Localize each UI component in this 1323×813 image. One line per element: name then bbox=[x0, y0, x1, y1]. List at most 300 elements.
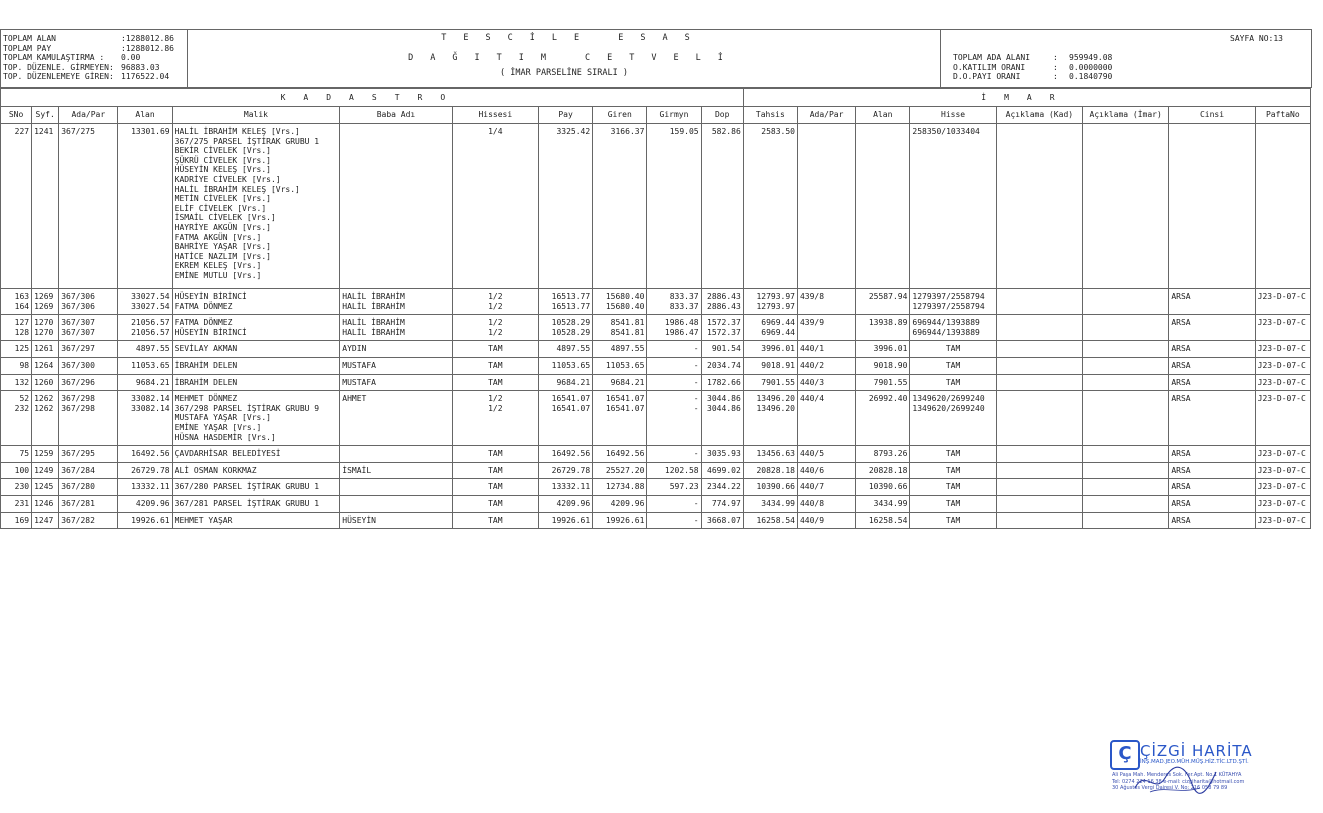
cell-line bbox=[858, 127, 907, 137]
cell-imar-ada bbox=[797, 374, 855, 391]
cell-sno bbox=[1, 374, 32, 391]
cell-line: KADRİYE CİVELEK [Vrs.] bbox=[174, 174, 281, 184]
cell-acik-kad bbox=[996, 495, 1082, 512]
cell-line: MEHMET YAŞAR bbox=[174, 515, 233, 525]
cell-hissesi bbox=[452, 357, 538, 374]
cell-line: J23-D-07-C bbox=[1257, 449, 1306, 459]
cell-line bbox=[1085, 361, 1166, 371]
cell-line: 11053.65 bbox=[551, 360, 591, 370]
cell-line: 3035.93 bbox=[707, 449, 741, 459]
cell-line: 367/280 bbox=[61, 482, 95, 492]
cell-line: 440/1 bbox=[799, 344, 825, 354]
cell-line: 1/4 bbox=[488, 127, 503, 136]
cell-ada-par bbox=[59, 462, 118, 479]
cell-imar-alan bbox=[856, 462, 910, 479]
cell-line: 230 bbox=[14, 482, 30, 492]
cell-line: 901.54 bbox=[711, 344, 741, 354]
cell-girmyn bbox=[647, 462, 701, 479]
cell-malik bbox=[172, 374, 340, 391]
cell-hisse bbox=[910, 289, 996, 315]
cell-line bbox=[1085, 516, 1166, 526]
cell-tahsis bbox=[743, 512, 797, 529]
cell-line: 1269 bbox=[34, 301, 54, 311]
cell-line: TAM bbox=[945, 360, 961, 370]
cell-line: EKREM KELEŞ [Vrs.] bbox=[174, 261, 262, 271]
cell-pafta bbox=[1255, 446, 1310, 463]
summary-right-row bbox=[953, 53, 1112, 63]
cell-dop bbox=[701, 315, 743, 341]
cell-line: 1262 bbox=[34, 403, 54, 413]
cell-line bbox=[999, 292, 1080, 302]
cell-acik-kad bbox=[996, 391, 1082, 446]
cell-acik-kad bbox=[996, 374, 1082, 391]
cell-acik-imar bbox=[1083, 124, 1169, 289]
cell-pay bbox=[538, 512, 592, 529]
cell-imar-ada bbox=[797, 341, 855, 358]
cell-alan bbox=[118, 479, 172, 496]
cell-line: 6969.44 bbox=[761, 318, 795, 328]
cell-line: 440/8 bbox=[799, 498, 825, 508]
cell-line: 2344.22 bbox=[707, 482, 741, 492]
cell-imar-ada bbox=[797, 479, 855, 496]
summary-value: 0.1840790 bbox=[1069, 72, 1113, 82]
cell-line: 21056.57 bbox=[131, 327, 170, 337]
cell-dop bbox=[701, 479, 743, 496]
cell-line: 1260 bbox=[34, 377, 54, 387]
cell-line: 367/281 bbox=[61, 498, 95, 508]
cell-imar-alan bbox=[856, 479, 910, 496]
cell-alan bbox=[118, 124, 172, 289]
cell-line: 1249 bbox=[34, 465, 54, 475]
cell-line: İBRAHİM DELEN bbox=[174, 360, 238, 370]
cell-line bbox=[1085, 482, 1166, 492]
cell-line: 15680.40 bbox=[605, 301, 645, 311]
cell-acik-imar bbox=[1083, 495, 1169, 512]
cell-malik bbox=[172, 446, 340, 463]
cell-baba bbox=[340, 315, 452, 341]
cell-line: 11053.65 bbox=[605, 360, 645, 370]
cell-line bbox=[999, 378, 1080, 388]
cell-acik-kad bbox=[996, 512, 1082, 529]
cell-line bbox=[1085, 378, 1166, 388]
cell-girmyn bbox=[647, 289, 701, 315]
cell-line bbox=[1085, 499, 1166, 509]
cell-imar-ada bbox=[797, 315, 855, 341]
title-line-2: DAĞITIM CETVELİ bbox=[408, 52, 740, 63]
cell-tahsis bbox=[743, 462, 797, 479]
cell-malik bbox=[172, 341, 340, 358]
summary-left-row bbox=[3, 63, 185, 73]
cell-line: 3996.01 bbox=[873, 344, 908, 354]
cell-tahsis bbox=[743, 479, 797, 496]
cell-giren bbox=[593, 289, 647, 315]
cell-line: 16492.56 bbox=[131, 449, 170, 459]
cell-acik-imar bbox=[1083, 479, 1169, 496]
cell-line: TAM bbox=[945, 515, 961, 525]
cell-line: HALİL İBRAHİM bbox=[342, 327, 405, 337]
summary-label: TOPLAM ADA ALANI bbox=[953, 53, 1031, 62]
summary-value: :1288012.86 bbox=[121, 43, 174, 53]
cell-line: HALİL İBRAHİM bbox=[342, 301, 405, 311]
cell-sno bbox=[1, 341, 32, 358]
cell-line: 9018.90 bbox=[873, 360, 908, 370]
cell-line: 440/3 bbox=[799, 377, 825, 387]
cell-malik bbox=[172, 495, 340, 512]
cell-line: 10528.29 bbox=[551, 318, 591, 328]
cell-line: 367/307 bbox=[61, 318, 95, 328]
cell-syf bbox=[32, 289, 59, 315]
cell-giren bbox=[593, 124, 647, 289]
summary-label: TOP. DÜZENLEMEYE GİREN: bbox=[3, 72, 114, 82]
page-number: SAYFA NO:13 bbox=[1230, 34, 1283, 43]
cell-line: 33027.54 bbox=[131, 292, 170, 301]
column-header: Hisse bbox=[910, 107, 996, 124]
cell-line bbox=[999, 361, 1080, 371]
cell-line: 1245 bbox=[34, 482, 54, 492]
column-header: Giren bbox=[593, 107, 647, 124]
cell-line bbox=[999, 499, 1080, 509]
cell-line bbox=[999, 482, 1080, 492]
cell-line: 128 bbox=[14, 327, 30, 337]
cell-girmyn bbox=[647, 495, 701, 512]
cell-line: 9684.21 bbox=[610, 377, 645, 387]
summary-label: O.KATILIM ORANI bbox=[953, 62, 1026, 72]
cell-baba bbox=[340, 495, 452, 512]
cell-line: 367/281 PARSEL İŞTİRAK GRUBU 1 bbox=[174, 498, 320, 508]
cell-hisse bbox=[910, 446, 996, 463]
cell-acik-imar bbox=[1083, 512, 1169, 529]
cell-line: 1/2 bbox=[488, 394, 503, 404]
cell-line: 439/8 bbox=[799, 292, 825, 301]
cell-hisse bbox=[910, 495, 996, 512]
table-row bbox=[1, 357, 1311, 374]
header-table bbox=[0, 29, 1312, 88]
section-imar: İMAR bbox=[743, 89, 1310, 107]
cell-hisse bbox=[910, 315, 996, 341]
cell-line: 1279397/2558794 bbox=[912, 301, 985, 311]
cell-line: 1261 bbox=[34, 344, 54, 354]
column-header: Açıklama (İmar) bbox=[1083, 107, 1169, 124]
cell-syf bbox=[32, 495, 59, 512]
cell-acik-kad bbox=[996, 446, 1082, 463]
cell-pay bbox=[538, 462, 592, 479]
cell-line: 13938.89 bbox=[868, 318, 908, 328]
cell-line: ARSA bbox=[1171, 482, 1191, 492]
cell-line: MUSTAFA bbox=[342, 377, 376, 387]
cell-line: 367/282 bbox=[61, 515, 95, 525]
cell-pafta bbox=[1255, 391, 1310, 446]
summary-left-row bbox=[3, 72, 185, 82]
cell-line: 21056.57 bbox=[131, 318, 170, 328]
cell-cinsi bbox=[1169, 495, 1255, 512]
title-line-1: TESCİLE ESAS bbox=[441, 33, 707, 43]
cell-line: 16541.07 bbox=[605, 403, 645, 413]
cell-line bbox=[342, 482, 449, 492]
column-header-row bbox=[1, 107, 1311, 124]
cell-line: 16258.54 bbox=[868, 515, 908, 525]
cell-alan bbox=[118, 512, 172, 529]
cell-ada-par bbox=[59, 124, 118, 289]
cell-imar-ada bbox=[797, 462, 855, 479]
cell-line bbox=[999, 449, 1080, 459]
table-row bbox=[1, 289, 1311, 315]
company-tax: 30 Ağustos Vergi Dairesi V. No: 216 058 79 89 bbox=[1112, 785, 1228, 791]
cell-malik bbox=[172, 315, 340, 341]
cell-line: 1/2 bbox=[488, 318, 503, 328]
cell-line: 1572.37 bbox=[707, 318, 741, 328]
cell-girmyn bbox=[647, 446, 701, 463]
cell-cinsi bbox=[1169, 357, 1255, 374]
cell-giren bbox=[593, 315, 647, 341]
cell-line: 13496.20 bbox=[756, 394, 795, 404]
cell-tahsis bbox=[743, 374, 797, 391]
cell-line: J23-D-07-C bbox=[1257, 482, 1306, 492]
cell-line: ARSA bbox=[1171, 360, 1191, 370]
cell-syf bbox=[32, 391, 59, 446]
cell-line bbox=[1085, 318, 1166, 328]
cell-line: 10390.66 bbox=[868, 482, 908, 492]
cell-baba bbox=[340, 479, 452, 496]
cell-malik bbox=[172, 512, 340, 529]
cell-imar-ada bbox=[797, 391, 855, 446]
cell-line: ŞÜKRÜ CİVELEK [Vrs.] bbox=[174, 155, 271, 165]
cell-line: TAM bbox=[488, 377, 503, 387]
cell-line: 127 bbox=[14, 318, 30, 328]
cell-line: TAM bbox=[945, 377, 961, 387]
summary-left bbox=[1, 30, 188, 88]
cell-cinsi bbox=[1169, 479, 1255, 496]
cell-ada-par bbox=[59, 315, 118, 341]
cell-line: TAM bbox=[945, 482, 961, 492]
cell-imar-alan bbox=[856, 495, 910, 512]
cell-giren bbox=[593, 374, 647, 391]
cell-sno bbox=[1, 315, 32, 341]
cell-giren bbox=[593, 512, 647, 529]
cell-line: 439/9 bbox=[799, 318, 825, 328]
cell-line: METİN CİVELEK [Vrs.] bbox=[174, 194, 271, 204]
cell-sno bbox=[1, 124, 32, 289]
cell-line: 367/296 bbox=[61, 377, 95, 387]
cell-line: 1782.66 bbox=[707, 377, 741, 387]
cell-line: 16541.07 bbox=[551, 394, 591, 404]
cell-line: FATMA DÖNMEZ bbox=[174, 318, 233, 328]
cell-tahsis bbox=[743, 289, 797, 315]
cell-imar-ada bbox=[797, 124, 855, 289]
cell-cinsi bbox=[1169, 446, 1255, 463]
cell-line: 33082.14 bbox=[131, 403, 170, 413]
cell-hissesi bbox=[452, 374, 538, 391]
cell-hissesi bbox=[452, 512, 538, 529]
title-line-3: ( İMAR PARSELİNE SIRALI ) bbox=[500, 68, 628, 79]
cell-line: - bbox=[693, 449, 699, 459]
cell-dop bbox=[701, 124, 743, 289]
cell-line: - bbox=[693, 377, 699, 387]
cell-imar-alan bbox=[856, 124, 910, 289]
cell-line bbox=[342, 499, 449, 509]
cell-line: 1246 bbox=[34, 498, 54, 508]
cell-line: 367/298 bbox=[61, 394, 95, 404]
cell-line: 13301.69 bbox=[131, 127, 170, 136]
cell-line: 16541.07 bbox=[551, 403, 591, 413]
cell-line: 4897.55 bbox=[135, 344, 170, 354]
cell-hissesi bbox=[452, 315, 538, 341]
cell-line: 13456.63 bbox=[756, 449, 795, 459]
cell-pay bbox=[538, 289, 592, 315]
cell-line: 1262 bbox=[34, 394, 54, 404]
cell-line: 4897.55 bbox=[610, 344, 645, 354]
cell-pay bbox=[538, 357, 592, 374]
cell-line: TAM bbox=[488, 482, 503, 492]
cell-cinsi bbox=[1169, 391, 1255, 446]
cell-line: 163 bbox=[14, 292, 30, 301]
cell-line: 125 bbox=[14, 344, 30, 354]
cell-line bbox=[999, 127, 1080, 137]
cell-girmyn bbox=[647, 315, 701, 341]
cell-syf bbox=[32, 479, 59, 496]
summary-left-row bbox=[3, 34, 185, 44]
cell-pay bbox=[538, 341, 592, 358]
cell-dop bbox=[701, 446, 743, 463]
cell-line: 1247 bbox=[34, 515, 54, 525]
cell-malik bbox=[172, 462, 340, 479]
cell-giren bbox=[593, 462, 647, 479]
cell-pafta bbox=[1255, 315, 1310, 341]
cell-imar-alan bbox=[856, 341, 910, 358]
cell-acik-kad bbox=[996, 124, 1082, 289]
cell-acik-kad bbox=[996, 341, 1082, 358]
cell-syf bbox=[32, 124, 59, 289]
cell-pay bbox=[538, 446, 592, 463]
cell-acik-imar bbox=[1083, 315, 1169, 341]
cell-girmyn bbox=[647, 124, 701, 289]
cell-line: 696944/1393889 bbox=[912, 327, 980, 337]
cell-dop bbox=[701, 462, 743, 479]
cell-hisse bbox=[910, 512, 996, 529]
cell-line: J23-D-07-C bbox=[1257, 394, 1306, 404]
cell-line: 20828.18 bbox=[756, 465, 795, 475]
table-row bbox=[1, 124, 1311, 289]
cell-line: 1986.47 bbox=[664, 327, 699, 337]
cell-line: FATMA AKGÜN [Vrs.] bbox=[174, 232, 262, 242]
cell-line: 8541.81 bbox=[610, 318, 645, 328]
cell-imar-ada bbox=[797, 446, 855, 463]
cell-giren bbox=[593, 479, 647, 496]
cell-pafta bbox=[1255, 479, 1310, 496]
cell-imar-alan bbox=[856, 289, 910, 315]
cell-line: - bbox=[693, 498, 699, 508]
cell-line bbox=[342, 127, 449, 137]
cell-line: 9684.21 bbox=[135, 377, 170, 387]
cell-line: 33082.14 bbox=[131, 394, 170, 404]
cell-line: EMİNE MUTLU [Vrs.] bbox=[174, 270, 262, 280]
cell-line: 4209.96 bbox=[135, 498, 170, 508]
cell-line: 231 bbox=[14, 498, 30, 508]
cell-dop bbox=[701, 357, 743, 374]
cell-line: 9018.91 bbox=[761, 360, 795, 370]
summary-right-row bbox=[953, 63, 1112, 73]
cell-line bbox=[1085, 292, 1166, 302]
cell-line: TAM bbox=[945, 498, 961, 508]
cell-line: 232 bbox=[14, 403, 30, 413]
cell-line: TAM bbox=[488, 344, 503, 354]
cell-baba bbox=[340, 512, 452, 529]
cell-baba bbox=[340, 374, 452, 391]
cell-baba bbox=[340, 341, 452, 358]
cell-line: 440/6 bbox=[799, 465, 825, 475]
cell-line: J23-D-07-C bbox=[1257, 360, 1306, 370]
cell-pafta bbox=[1255, 289, 1310, 315]
cell-line: 1259 bbox=[34, 449, 54, 459]
cell-line: İSMAİL bbox=[342, 465, 372, 475]
cell-line: 16513.77 bbox=[551, 301, 591, 311]
cell-tahsis bbox=[743, 495, 797, 512]
cell-line: 367/298 PARSEL İŞTİRAK GRUBU 9 bbox=[174, 403, 320, 413]
cell-alan bbox=[118, 374, 172, 391]
cell-line: J23-D-07-C bbox=[1257, 498, 1306, 508]
summary-label: TOPLAM ALAN bbox=[3, 34, 56, 43]
cell-line: 1/2 bbox=[488, 292, 503, 301]
cell-line: ARSA bbox=[1171, 292, 1191, 301]
cell-pafta bbox=[1255, 495, 1310, 512]
cell-line: 3996.01 bbox=[761, 344, 795, 354]
summary-right bbox=[941, 30, 1312, 88]
cell-line: 440/7 bbox=[799, 482, 825, 492]
cell-girmyn bbox=[647, 512, 701, 529]
cell-line: HALİL İBRAHİM KELEŞ [Vrs.] bbox=[174, 127, 300, 136]
cell-tahsis bbox=[743, 446, 797, 463]
cell-line: 16492.56 bbox=[551, 449, 591, 459]
company-contact: Tel: 0274 224 16 38 e-mail: cizgiharita@hotmail.com bbox=[1112, 778, 1245, 785]
cell-hisse bbox=[910, 462, 996, 479]
cell-line: 2886.43 bbox=[707, 292, 741, 301]
cell-giren bbox=[593, 357, 647, 374]
cell-girmyn bbox=[647, 479, 701, 496]
cell-line: 1202.58 bbox=[664, 465, 699, 475]
cell-line: 13332.11 bbox=[551, 482, 591, 492]
section-header-row bbox=[1, 89, 1311, 107]
cell-line: İSMAİL CİVELEK [Vrs.] bbox=[174, 213, 276, 223]
cell-ada-par bbox=[59, 512, 118, 529]
table-row bbox=[1, 315, 1311, 341]
cell-line: HÜSEYİN KELEŞ [Vrs.] bbox=[174, 165, 271, 175]
cell-tahsis bbox=[743, 315, 797, 341]
cell-line bbox=[999, 344, 1080, 354]
cell-line: ARSA bbox=[1171, 318, 1191, 328]
cell-line: 10528.29 bbox=[551, 327, 591, 337]
cell-baba bbox=[340, 391, 452, 446]
cell-line: 1241 bbox=[34, 127, 54, 136]
cell-line: 1/2 bbox=[488, 301, 503, 311]
cell-line: 1986.48 bbox=[664, 318, 699, 328]
cell-line: ARSA bbox=[1171, 377, 1191, 387]
cell-line: 8541.81 bbox=[610, 327, 645, 337]
cell-line: 132 bbox=[14, 377, 30, 387]
cell-line: 1/2 bbox=[488, 403, 503, 413]
cell-line: 367/307 bbox=[61, 327, 95, 337]
table-body bbox=[1, 124, 1311, 529]
cell-line: HÜSEYİN BİRİNCİ bbox=[174, 292, 247, 301]
column-header: Girmyn bbox=[647, 107, 701, 124]
cell-cinsi bbox=[1169, 289, 1255, 315]
summary-label: TOPLAM KAMULAŞTIRMA : bbox=[3, 53, 105, 63]
cell-ada-par bbox=[59, 357, 118, 374]
cell-pay bbox=[538, 374, 592, 391]
cell-line: ARSA bbox=[1171, 498, 1191, 508]
cell-line: MUSTAFA bbox=[342, 360, 376, 370]
cell-pafta bbox=[1255, 341, 1310, 358]
cell-line: AYDIN bbox=[342, 344, 367, 354]
cell-line: HÜSEYİN bbox=[342, 515, 376, 525]
